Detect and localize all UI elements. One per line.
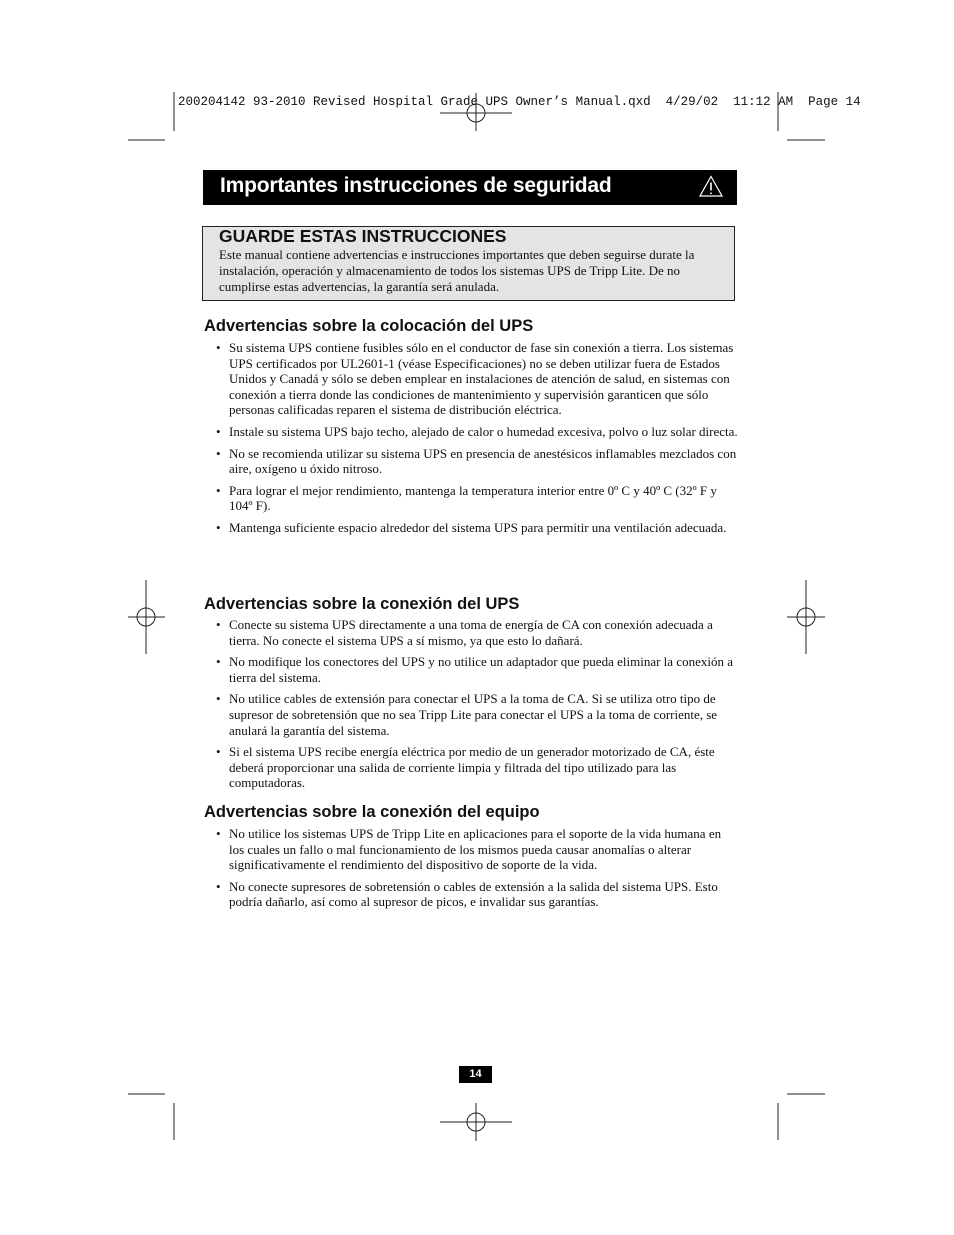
equipment-connection-warnings-list bbox=[204, 826, 738, 916]
list-item: • No utilice cables de extensión para conectar el UPS a la toma de CA. Si se utiliza otro tipo de supresor de sobretensión que no sea Tripp Lite para conectar el UPS a la toma de corriente, se anulará la garantía del sistema. bbox=[204, 691, 738, 738]
print-slug: 200204142 93-2010 Revised Hospital Grade UPS Owner’s Manual.qxd 4/29/02 11:12 AM Page 14 bbox=[178, 95, 861, 109]
list-item: • No se recomienda utilizar su sistema UPS en presencia de anestésicos inflamables mezclados con aire, oxígeno u óxido nitroso. bbox=[204, 446, 738, 477]
list-item: • Su sistema UPS contiene fusibles sólo en el conductor de fase sin conexión a tierra. Los sistemas UPS certificados por UL2601-1 (véase Especificaciones) no se deben utilizar fuera de Estados Unidos y Canadá y sólo se deben emplear en instalaciones de atención de salud, en sistemas con conexión a tierra donde las condiciones de mantenimiento y supervisión garanticen que sólo personas calificadas reparen el sistema de distribución eléctrica. bbox=[204, 340, 738, 418]
notice-heading: GUARDE ESTAS INSTRUCCIONES bbox=[219, 226, 507, 246]
section-heading-equipment-connection: Advertencias sobre la conexión del equipo bbox=[204, 803, 540, 821]
list-item: • Instale su sistema UPS bajo techo, alejado de calor o humedad excesiva, polvo o luz solar directa. bbox=[204, 424, 738, 440]
page-number: 14 bbox=[459, 1066, 492, 1083]
list-item: • Conecte su sistema UPS directamente a una toma de energía de CA con conexión adecuada a tierra. No conecte el sistema UPS a sí mismo, ya que esto lo dañará. bbox=[204, 617, 738, 648]
placement-warnings-list bbox=[204, 340, 738, 542]
list-item: • No utilice los sistemas UPS de Tripp Lite en aplicaciones para el soporte de la vida humana en los cuales un fallo o mal funcionamiento de los mismos pueda causar anomalías o alterar significativamente el rendimiento del dispositivo de soporte de la vida. bbox=[204, 826, 738, 873]
title-banner bbox=[203, 170, 737, 205]
list-item: • Si el sistema UPS recibe energía eléctrica por medio de un generador motorizado de CA, éste deberá proporcionar una salida de corriente limpia y filtrada del tipo utilizado para las computadoras. bbox=[204, 744, 738, 791]
page-title: Importantes instrucciones de seguridad bbox=[220, 174, 612, 197]
save-instructions-notice bbox=[202, 226, 735, 301]
list-item: • No modifique los conectores del UPS y no utilice un adaptador que pueda eliminar la conexión a tierra del sistema. bbox=[204, 654, 738, 685]
warning-triangle-icon bbox=[699, 175, 723, 197]
registration-mark-right bbox=[787, 580, 825, 654]
list-item: • Mantenga suficiente espacio alrededor del sistema UPS para permitir una ventilación adecuada. bbox=[204, 520, 738, 536]
notice-body: Este manual contiene advertencias e instrucciones importantes que deben seguirse durate la instalación, operación y almacenamiento de todos los sistemas UPS de Tripp Lite. De no cumplirse estas advertencias, la garantía será anulada. bbox=[219, 247, 695, 294]
registration-mark-left bbox=[128, 580, 165, 654]
section-heading-placement: Advertencias sobre la colocación del UPS bbox=[204, 317, 534, 335]
ups-connection-warnings-list bbox=[204, 617, 738, 797]
list-item: • Para lograr el mejor rendimiento, mantenga la temperatura interior entre 0º C y 40º C (32º F y 104º F). bbox=[204, 483, 738, 514]
section-heading-ups-connection: Advertencias sobre la conexión del UPS bbox=[204, 595, 520, 613]
list-item: • No conecte supresores de sobretensión o cables de extensión a la salida del sistema UPS. Esto podría dañarlo, así como al supresor de picos, e invalidar sus garantías. bbox=[204, 879, 738, 910]
registration-mark-bottom bbox=[440, 1103, 512, 1141]
